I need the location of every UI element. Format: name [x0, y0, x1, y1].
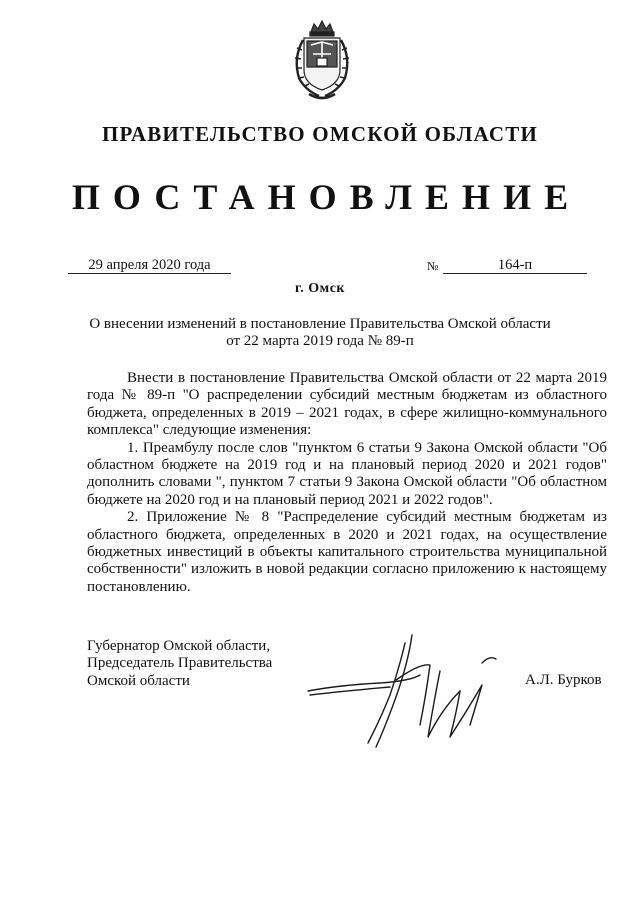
signer-name: А.Л. Бурков: [525, 672, 602, 688]
coat-of-arms-icon: [289, 18, 355, 104]
document-subject: [80, 316, 560, 350]
body-paragraph-3: 2. Приложение № 8 "Распределение субсидий местным бюджетам из областного бюджета, определенных в 2020 и 2021 годах, на осуществление бюджетных инвестиций в объекты капитального строительства муниципальной собственности" изложить в новой редакции согласно приложению к настоящему постановлению.: [87, 509, 607, 595]
body-paragraph-2: 1. Преамбулу после слов "пунктом 6 статьи 9 Закона Омской области "Об областном бюджете на 2019 год и на плановый период 2020 и 2021 годов" дополнить словами ", пунктом 7 статьи 9 Закона Омской области "Об областном бюджете на 2020 год и на плановый период 2021 и 2022 годов".: [87, 439, 607, 508]
document-date: 29 апреля 2020 года: [68, 257, 231, 274]
document-type-title: ПОСТАНОВЛЕНИЕ: [71, 177, 582, 217]
document-city: г. Омск: [295, 281, 345, 296]
organization-title: ПРАВИТЕЛЬСТВО ОМСКОЙ ОБЛАСТИ: [101, 122, 538, 146]
document-number: 164-п: [443, 257, 587, 274]
subject-line-2: от 22 марта 2019 года № 89-п: [226, 333, 414, 349]
signer-title-line-1: Губернатор Омской области,: [87, 638, 271, 654]
number-label: №: [427, 259, 439, 273]
signer-title: [87, 638, 272, 690]
body-paragraph-1: Внести в постановление Правительства Омской области от 22 марта 2019 года № 89-п "О распределении субсидий местным бюджетам из областного бюджета, определенных в 2019 – 2021 годах, в сфере жилищно-коммунального комплекса" следующие изменения:: [87, 370, 607, 439]
handwritten-signature-icon: [300, 625, 515, 755]
document-body: [87, 370, 607, 596]
subject-line-1: О внесении изменений в постановление Правительства Омской области: [89, 316, 551, 332]
signer-title-line-2: Председатель Правительства: [87, 655, 273, 672]
signer-title-line-3: Омской области: [87, 672, 190, 689]
